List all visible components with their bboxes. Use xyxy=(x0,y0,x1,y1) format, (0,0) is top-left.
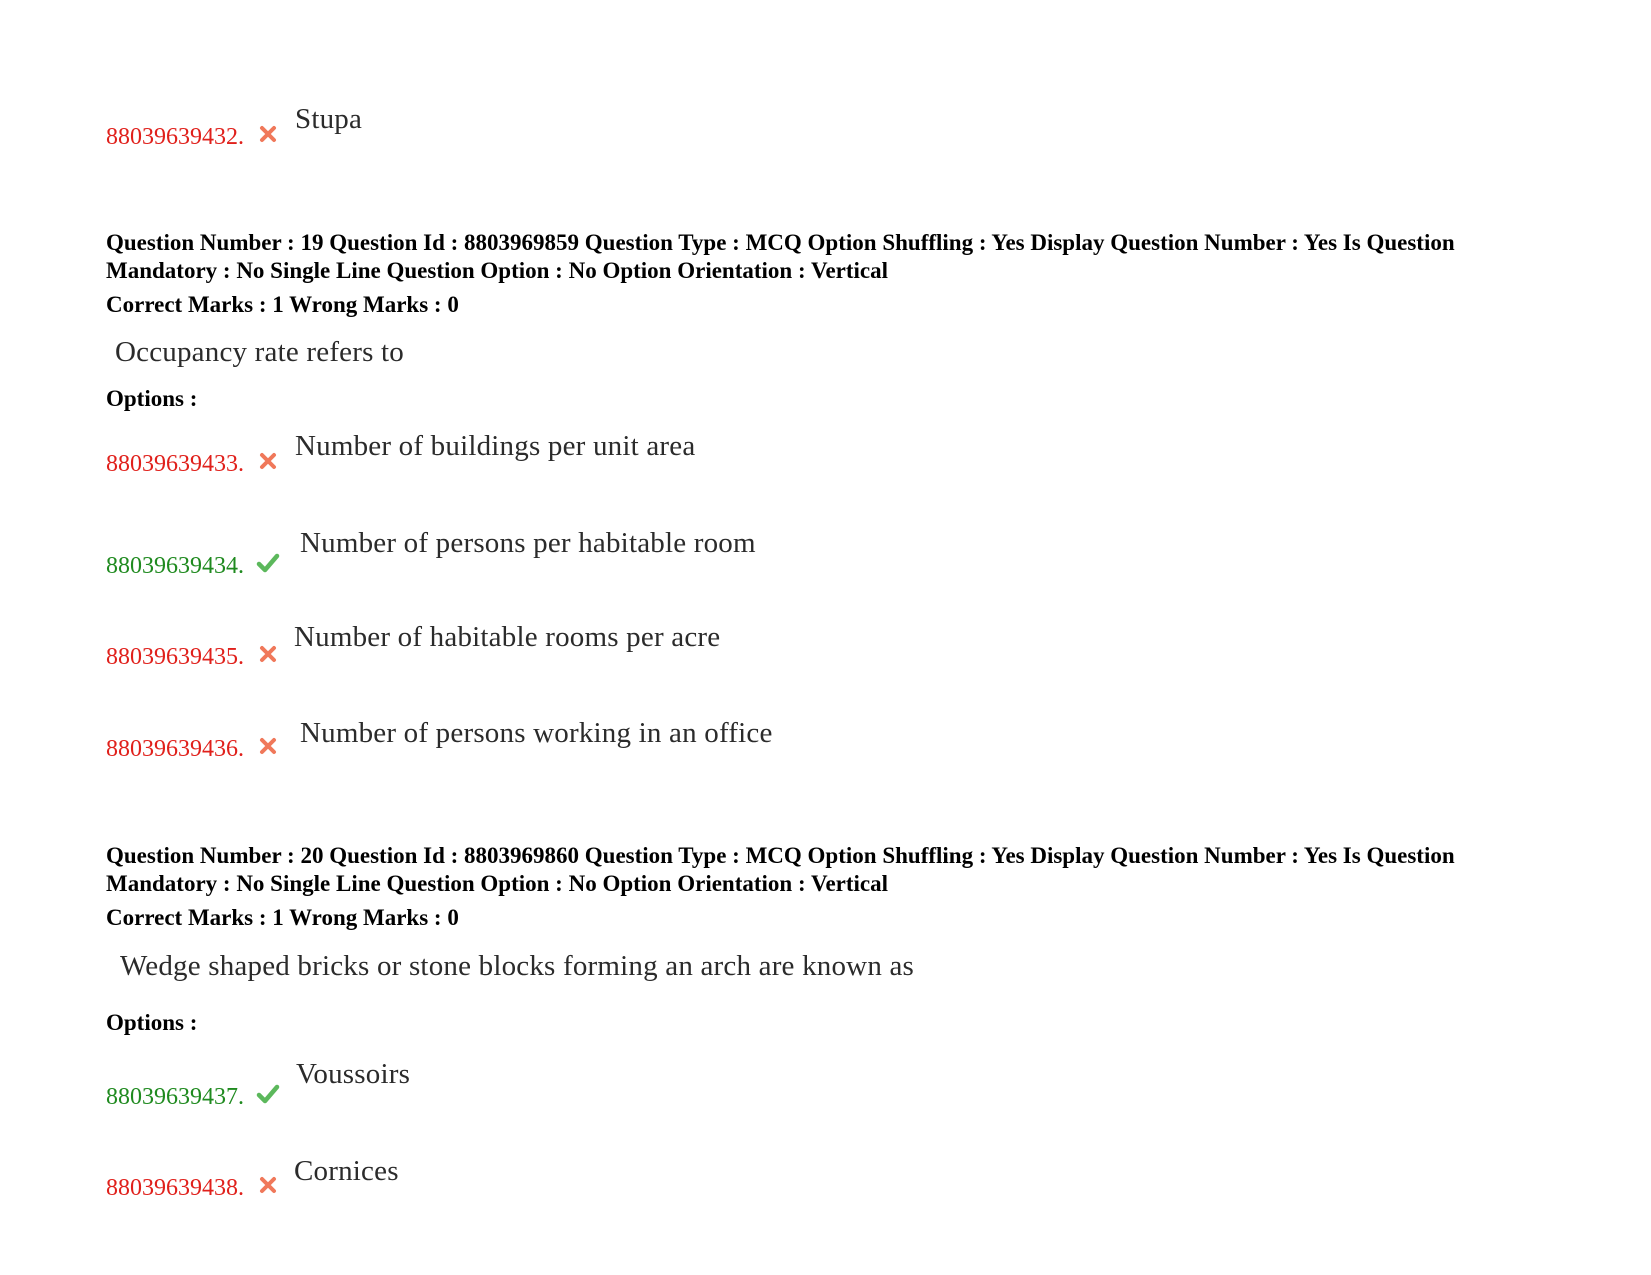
check-icon xyxy=(256,1083,280,1105)
option-id: 88039639434. xyxy=(106,553,244,579)
check-icon xyxy=(256,552,280,574)
option-text: Stupa xyxy=(295,103,363,135)
question-meta: Question Number : 20 Question Id : 8803969860 Question Type : MCQ Option Shuffling : Yes Display Question Number : Yes Is Question Mandatory : No Single Line Question Option : No Option Orientation : Vertical xyxy=(106,843,1455,896)
option-text: Cornices xyxy=(294,1155,399,1187)
options-label: Options : xyxy=(106,386,198,411)
option-id: 88039639437. xyxy=(106,1084,244,1110)
option-text: Number of buildings per unit area xyxy=(295,430,696,462)
cross-icon xyxy=(258,1175,278,1195)
option-text: Voussoirs xyxy=(296,1058,411,1090)
option-text: Number of persons per habitable room xyxy=(300,527,756,559)
option-id: 88039639432. xyxy=(106,124,244,150)
option-id: 88039639438. xyxy=(106,1175,244,1201)
cross-icon xyxy=(258,124,278,144)
marks-line: Correct Marks : 1 Wrong Marks : 0 xyxy=(106,292,459,317)
question-text: Occupancy rate refers to xyxy=(115,336,404,368)
option-text: Number of habitable rooms per acre xyxy=(294,621,721,653)
cross-icon xyxy=(258,644,278,664)
marks-line: Correct Marks : 1 Wrong Marks : 0 xyxy=(106,905,459,930)
option-text: Number of persons working in an office xyxy=(300,717,773,749)
cross-icon xyxy=(258,451,278,471)
cross-icon xyxy=(258,736,278,756)
option-id: 88039639435. xyxy=(106,644,244,670)
question-text: Wedge shaped bricks or stone blocks forming an arch are known as xyxy=(120,950,915,982)
option-id: 88039639433. xyxy=(106,451,244,477)
option-id: 88039639436. xyxy=(106,736,244,762)
question-meta: Question Number : 19 Question Id : 8803969859 Question Type : MCQ Option Shuffling : Yes Display Question Number : Yes Is Question Mandatory : No Single Line Question Option : No Option Orientation : Vertical xyxy=(106,230,1455,283)
options-label: Options : xyxy=(106,1010,198,1035)
